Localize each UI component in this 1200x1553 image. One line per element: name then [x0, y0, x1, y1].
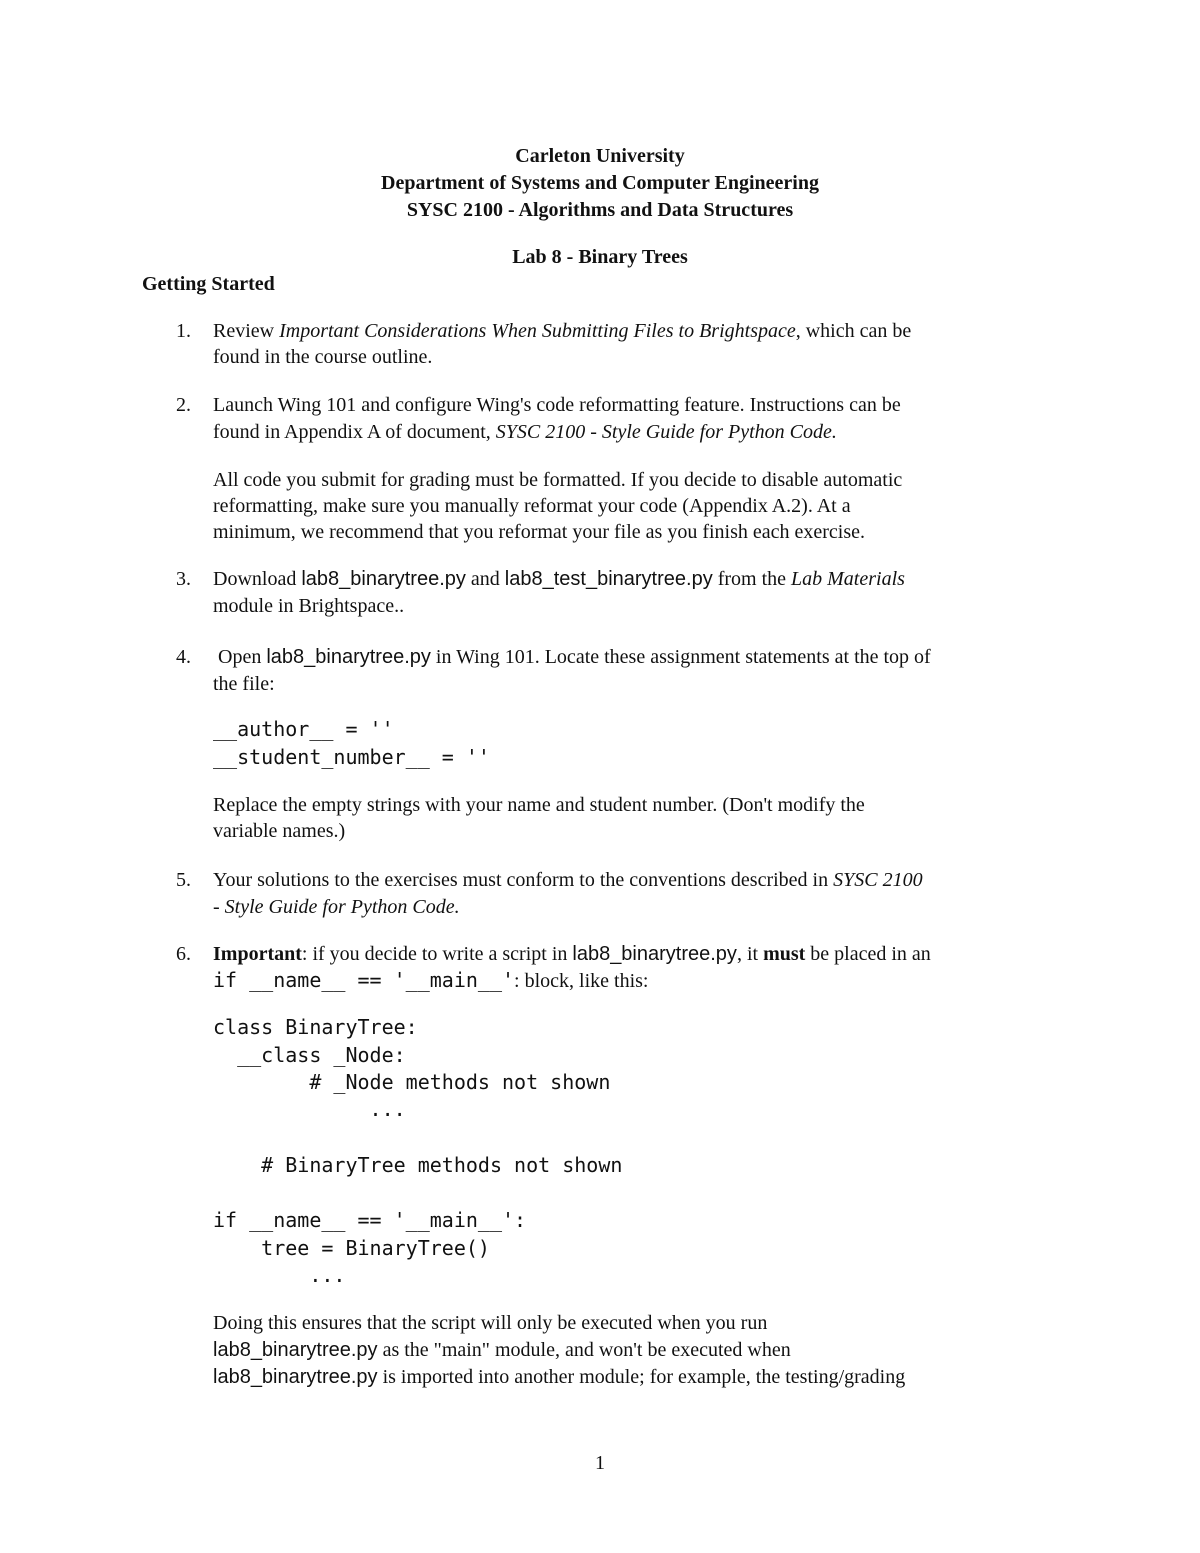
- list-item-text: found in the course outline.: [213, 346, 433, 368]
- text-run: Your solutions to the exercises must conform to the conventions described in: [213, 869, 834, 891]
- code-line: tree = BinaryTree(): [213, 1236, 490, 1260]
- filename: lab8_binarytree.py: [266, 646, 431, 668]
- text-run: as the "main" module, and won't be executed when: [377, 1339, 791, 1361]
- code-line: if __name__ == '__main__':: [213, 1208, 527, 1232]
- list-number: 1.: [176, 320, 191, 342]
- filename: lab8_binarytree.py: [213, 1339, 378, 1361]
- course-title: SYSC 2100 - Algorithms and Data Structures: [406, 199, 794, 221]
- text-run: be placed in an: [805, 943, 931, 965]
- inline-code: if __name__ == '__main__': [213, 968, 515, 992]
- text-run: Review: [213, 320, 280, 342]
- list-item-text: [213, 967, 1093, 994]
- page-number: 1: [595, 1452, 605, 1474]
- code-line: # _Node methods not shown: [213, 1070, 611, 1094]
- list-item-text: minimum, we recommend that you reformat your file as you finish each exercise.: [213, 521, 866, 543]
- section-heading: Getting Started: [142, 273, 275, 295]
- list-item-text: Launch Wing 101 and configure Wing's code reformatting feature. Instructions can be: [213, 394, 901, 416]
- list-item-text: [213, 1364, 1093, 1390]
- list-number: 4.: [176, 646, 191, 668]
- text-run: SYSC 2100 - Style Guide for Python Code.: [495, 421, 837, 443]
- list-item-text: [213, 419, 1093, 445]
- text-run: Open: [213, 646, 267, 668]
- text-run: from the: [712, 568, 792, 590]
- text-run: and: [465, 568, 505, 590]
- list-item-text: the file:: [213, 673, 275, 695]
- list-item-text: [213, 867, 1093, 893]
- text-run: must: [763, 943, 806, 965]
- list-item-text: [213, 1337, 1093, 1363]
- list-item-text: [213, 318, 1093, 344]
- list-number: 6.: [176, 943, 191, 965]
- text-run: Download: [213, 568, 302, 590]
- filename: lab8_binarytree.py: [572, 943, 737, 965]
- university-name: Carleton University: [515, 145, 685, 167]
- list-item-text: module in Brightspace..: [213, 595, 405, 617]
- code-line: ...: [213, 1263, 346, 1287]
- list-item-text: Replace the empty strings with your name and student number. (Don't modify the: [213, 794, 865, 816]
- list-item-text: [213, 941, 1093, 967]
- text-run: Important Considerations When Submitting Files to Brightspace: [279, 320, 796, 342]
- list-item-text: All code you submit for grading must be formatted. If you decide to disable automatic: [213, 469, 903, 491]
- text-run: , which can be: [795, 320, 912, 342]
- list-number: 2.: [176, 394, 191, 416]
- list-number: 3.: [176, 568, 191, 590]
- code-line: __student_number__ = '': [213, 745, 490, 769]
- list-item-text: reformatting, make sure you manually reformat your code (Appendix A.2). At a: [213, 495, 851, 517]
- text-run: found in Appendix A of document,: [213, 421, 496, 443]
- filename: lab8_test_binarytree.py: [504, 568, 713, 590]
- code-line: __class _Node:: [213, 1043, 406, 1067]
- text-run: : block, like this:: [514, 970, 649, 992]
- filename: lab8_binarytree.py: [301, 568, 466, 590]
- department-name: Department of Systems and Computer Engineering: [381, 172, 819, 194]
- list-item-text: variable names.): [213, 820, 346, 842]
- text-run: in Wing 101. Locate these assignment statements at the top of: [430, 646, 931, 668]
- list-item-text: - Style Guide for Python Code.: [213, 896, 460, 918]
- text-run: : if you decide to write a script in: [301, 943, 573, 965]
- code-line: class BinaryTree:: [213, 1015, 418, 1039]
- text-run: is imported into another module; for example, the testing/grading: [377, 1366, 906, 1388]
- list-number: 5.: [176, 869, 191, 891]
- text-run: Important: [213, 943, 302, 965]
- filename: lab8_binarytree.py: [213, 1366, 378, 1388]
- code-line: ...: [213, 1097, 406, 1121]
- code-line: __author__ = '': [213, 717, 394, 741]
- list-item-text: Doing this ensures that the script will only be executed when you run: [213, 1312, 768, 1334]
- code-line: # BinaryTree methods not shown: [213, 1153, 623, 1177]
- list-item-text: [213, 566, 1093, 592]
- list-item-text: [213, 644, 1093, 670]
- lab-title: Lab 8 - Binary Trees: [512, 246, 688, 268]
- text-run: , it: [736, 943, 764, 965]
- text-run: Lab Materials: [791, 568, 905, 590]
- text-run: SYSC 2100: [833, 869, 923, 891]
